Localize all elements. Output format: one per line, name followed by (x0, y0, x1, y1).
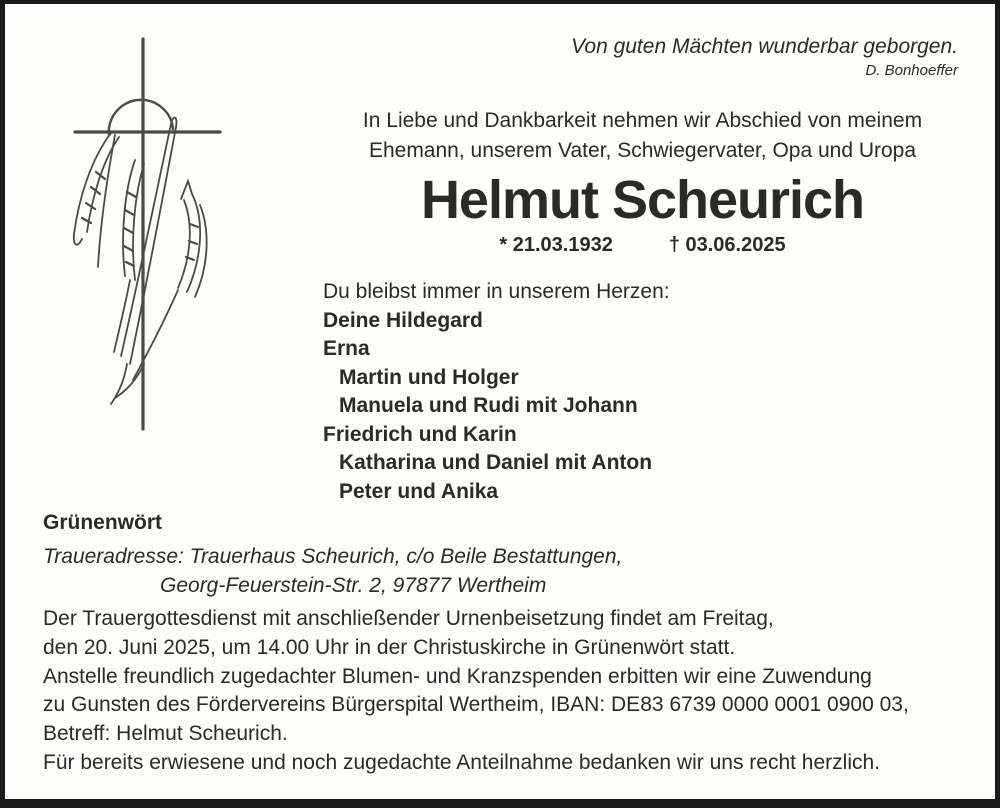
header-block (305, 106, 980, 257)
details-line: Für bereits erwiesene und noch zugedachte Anteilnahme bedanken wir uns recht herzlich. (43, 750, 880, 774)
details-line: den 20. Juni 2025, um 14.00 Uhr in der Christuskirche in Grünenwört statt. (43, 635, 736, 659)
quote-block (571, 34, 958, 81)
mourner-name: Manuela und Rudi mit Johann (339, 394, 638, 417)
details-line: zu Gunsten des Fördervereins Bürgerspital Wertheim, IBAN: DE83 6739 0000 0001 0900 03, (43, 693, 909, 717)
mourner-name: Katharina und Daniel mit Anton (339, 451, 653, 474)
quote-text: Von guten Mächten wunderbar geborgen. (571, 35, 958, 58)
service-details (43, 605, 977, 778)
death-date: † 03.06.2025 (668, 234, 786, 256)
mourner-name: Erna (323, 337, 370, 360)
mourning-address-line-1: Traueradresse: Trauerhaus Scheurich, c/o Beile Bestattungen, (43, 545, 623, 568)
mourning-address-line-2: Georg-Feuerstein-Str. 2, 97877 Wertheim (160, 574, 547, 597)
mourner-name: Deine Hildegard (323, 308, 483, 332)
life-dates (305, 234, 980, 257)
deceased-name: Helmut Scheurich (420, 170, 865, 230)
place-name: Grünenwört (43, 511, 162, 534)
mourner-name: Friedrich und Karin (323, 422, 517, 446)
mourner-name: Martin und Holger (339, 365, 519, 389)
quote-attribution: D. Bonhoeffer (865, 62, 958, 79)
mourner-name: Peter und Anika (339, 479, 499, 503)
cross-with-wheat-icon (65, 34, 225, 434)
birth-date: * 21.03.1932 (499, 234, 613, 256)
details-line: Betreff: Helmut Scheurich. (43, 722, 288, 746)
intro-line-1: In Liebe und Dankbarkeit nehmen wir Abschied von meinem (362, 109, 923, 132)
details-line: Anstelle freundlich zugedachter Blumen- und Kranzspenden erbitten wir eine Zuwendung (43, 664, 872, 688)
intro-line-2: Ehemann, unserem Vater, Schwiegervater, Opa und Uropa (368, 138, 917, 162)
mourners-block (323, 278, 670, 506)
mourners-heading: Du bleibst immer in unserem Herzen: (323, 280, 670, 303)
mourning-address (43, 542, 622, 600)
details-line: Der Trauergottesdienst mit anschließender Urnenbeisetzung findet am Freitag, (43, 607, 774, 630)
